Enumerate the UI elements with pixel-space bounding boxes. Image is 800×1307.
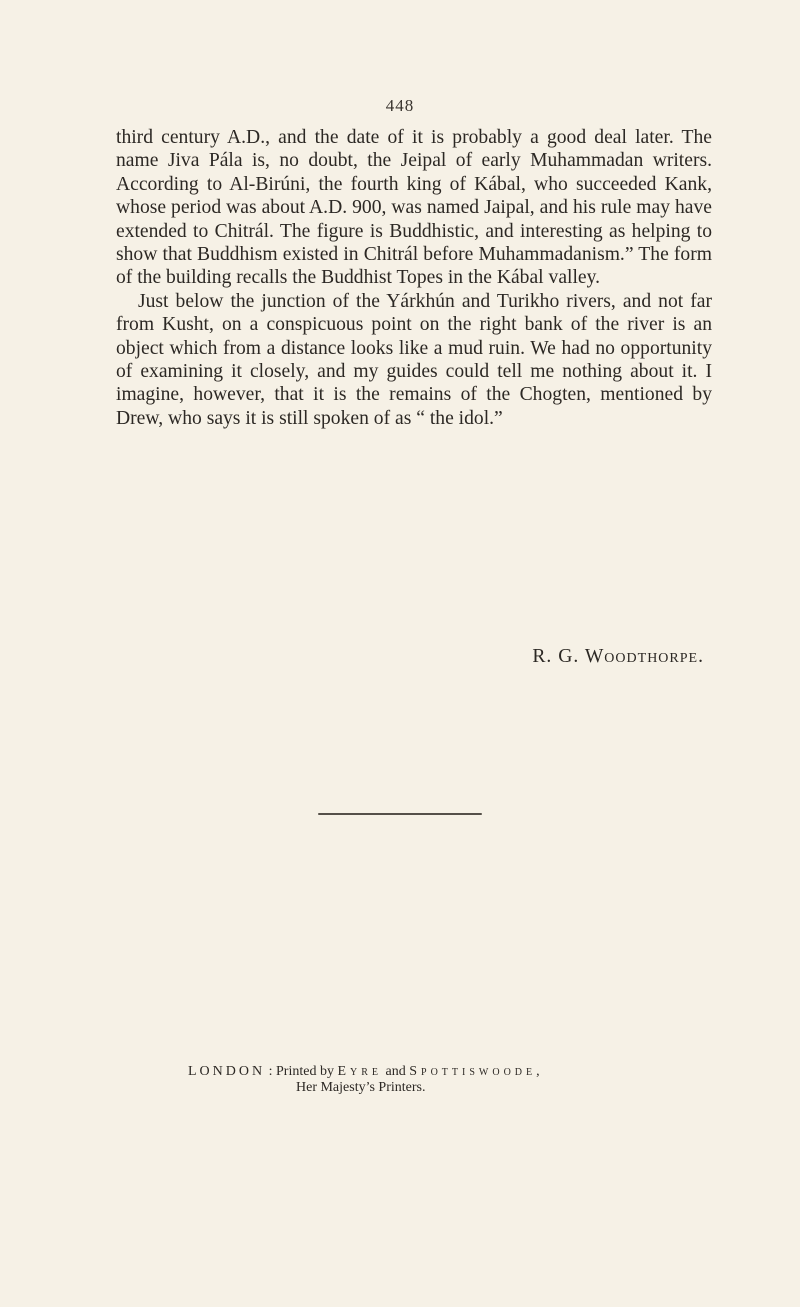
imprint-role: Her Majesty’s Printers. (296, 1080, 426, 1095)
body-text (116, 126, 712, 430)
imprint-and: and (385, 1064, 406, 1079)
paragraph-chogten: Just below the junction of the Yárkhún and Turikho rivers, and not far from Kusht, on a conspicuous point on the right bank of the river is an object which from a distance looks like a mud ruin. We had no opportunity of examining it closely, and my guides could tell me nothing about it. I imagine, however, that it is the remains of the Chogten, mentioned by Drew, who says it is still spoken of as “ the idol.” (116, 290, 712, 429)
imprint-printed-by: Printed by (276, 1064, 334, 1079)
printer-imprint (188, 1064, 544, 1096)
imprint-firm-first: Eyre (337, 1064, 383, 1079)
imprint-firm-second: Spottiswoode, (409, 1064, 544, 1079)
author-signature: R. G. Woodthorpe. (532, 646, 704, 667)
imprint-city: LONDON (188, 1064, 266, 1079)
end-rule-divider (318, 813, 482, 815)
page-number: 448 (385, 96, 415, 115)
imprint-separator: : (268, 1064, 273, 1079)
paragraph-continued: third century A.D., and the date of it is probably a good deal later. The name Jiva Pála is, no doubt, the Jeipal of early Muhammadan writers. According to Al-Birúni, the fourth king of Kábal, who succeeded Kank, whose period was about A.D. 900, was named Jaipal, and his rule may have extended to Chitrál. The figure is Buddhistic, and interesting as helping to show that Buddhism existed in Chitrál before Muhammadanism.” The form of the building recalls the Buddhist Topes in the Kábal valley. (116, 127, 712, 289)
